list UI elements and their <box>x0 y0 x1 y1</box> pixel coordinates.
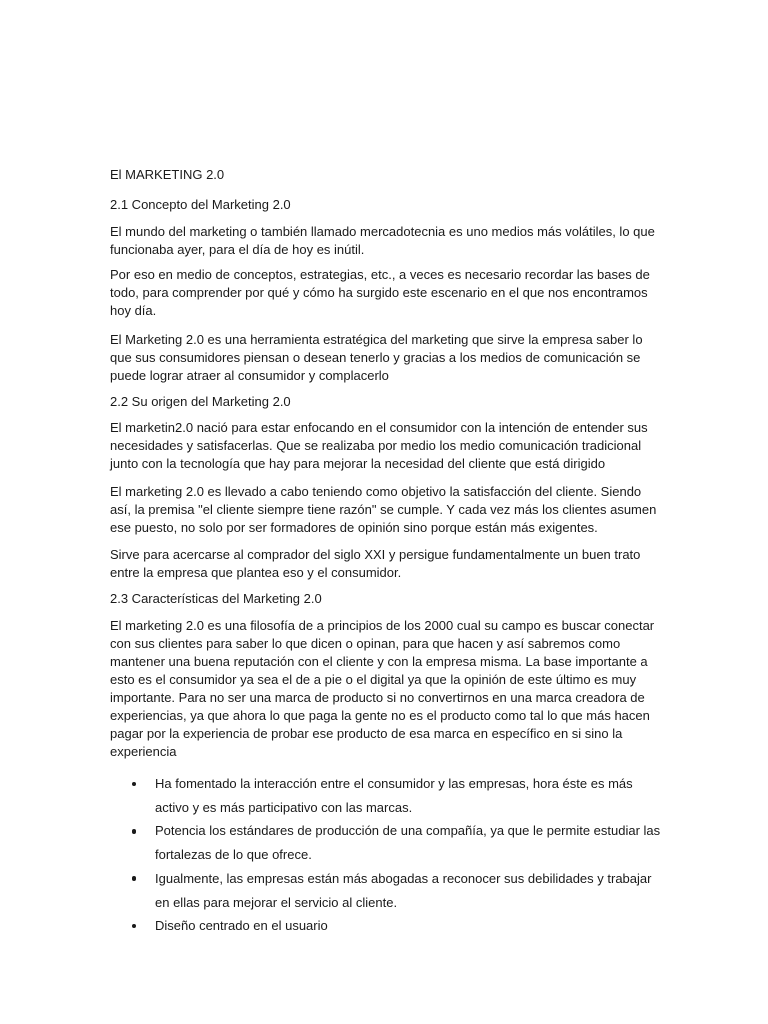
section-concepto <box>110 196 663 385</box>
bullet-text: Ha fomentado la interacción entre el consumidor y las empresas, hora éste es más activo y es más participativo con las marcas. <box>155 776 633 815</box>
bullet-icon <box>132 829 137 834</box>
bullet-icon <box>132 876 137 881</box>
bullet-item <box>110 772 663 819</box>
bullet-item <box>110 914 663 938</box>
paragraph: El mundo del marketing o también llamado mercadotecnia es uno medios más volátiles, lo que funcionaba ayer, para el día de hoy es inútil. <box>110 224 655 257</box>
section-heading: 2.2 Su origen del Marketing 2.0 <box>110 394 291 409</box>
section-caracteristicas <box>110 590 663 938</box>
bullet-item <box>110 819 663 866</box>
paragraph: El Marketing 2.0 es una herramienta estratégica del marketing que sirve la empresa saber lo que sus consumidores piensan o desean tenerlo y gracias a los medios de comunicación se puede lograr atraer al consumidor y complacerlo <box>110 332 643 383</box>
paragraph: El marketin2.0 nació para estar enfocando en el consumidor con la intención de entender sus necesidades y satisfacerlas. Que se realizaba por medio los medio comunicación tradicional junto con la tecnología que hay para mejorar la necesidad del cliente que está dirigido <box>110 420 648 471</box>
section-heading: 2.3 Características del Marketing 2.0 <box>110 591 322 606</box>
bullet-list <box>110 772 663 938</box>
section-origen <box>110 393 663 582</box>
bullet-icon <box>132 924 137 929</box>
paragraph: Sirve para acercarse al comprador del siglo XXI y persigue fundamentalmente un buen trato entre la empresa que plantea eso y el consumidor. <box>110 547 641 580</box>
document-body <box>110 166 663 938</box>
bullet-text: Potencia los estándares de producción de una compañía, ya que le permite estudiar las fortalezas de lo que ofrece. <box>155 823 661 863</box>
paragraph: Por eso en medio de conceptos, estrategias, etc., a veces es necesario recordar las bases de todo, para comprender por qué y cómo ha surgido este escenario en el que nos encontramos hoy día. <box>110 267 650 318</box>
bullet-text: Diseño centrado en el usuario <box>155 918 328 934</box>
document-title: El MARKETING 2.0 <box>110 167 225 182</box>
bullet-text: Igualmente, las empresas están más abogadas a reconocer sus debilidades y trabajar en ellas para mejorar el servicio al cliente. <box>155 870 652 910</box>
bullet-item <box>110 867 663 914</box>
paragraph: El marketing 2.0 es una filosofía de a principios de los 2000 cual su campo es buscar conectar con sus clientes para saber lo que dicen o opinan, para que hacen y así sabremos como mantener una buena reputación con el cliente y con la empresa misma. La base importante a esto es el consumidor ya sea el de a pie o el digital ya que la opinión de este último es muy importante. Para no ser una marca de producto si no convertirnos en una marca creadora de experiencias, ya que ahora lo que paga la gente no es el producto como tal lo que más hacen pagar por la experiencia de probar ese producto de esa marca en específico en si sino la experiencia <box>110 618 655 759</box>
section-heading: 2.1 Concepto del Marketing 2.0 <box>110 197 291 212</box>
paragraph: El marketing 2.0 es llevado a cabo teniendo como objetivo la satisfacción del cliente. Siendo así, la premisa "el cliente siempre tiene razón" se cumple. Y cada vez más los clientes asumen ese puesto, no solo por ser formadores de opinión sino porque están más exigentes. <box>110 484 657 535</box>
bullet-icon <box>132 782 137 787</box>
